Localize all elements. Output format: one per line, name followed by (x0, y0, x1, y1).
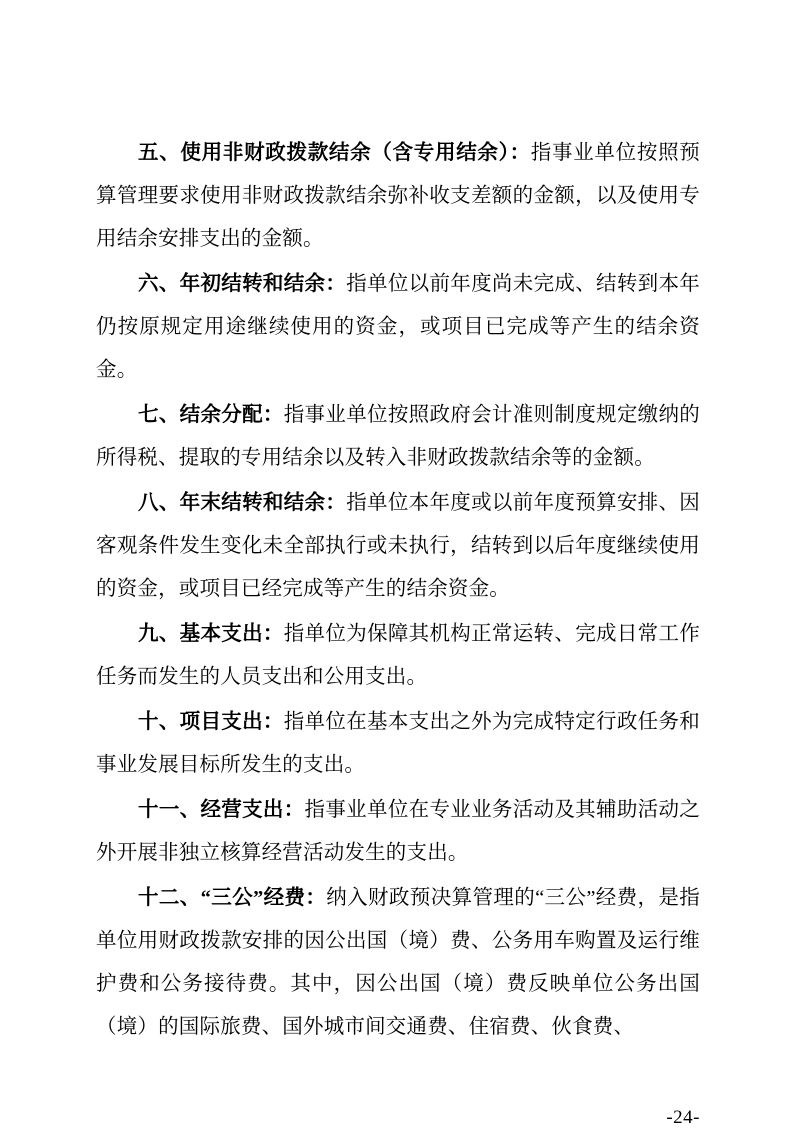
paragraph (96, 263, 700, 392)
paragraph-lead: 七、结余分配： (138, 404, 284, 426)
paragraph (96, 394, 700, 480)
paragraph-text: 指事业单位按照政府会计准则制度规定缴纳的所得税、提取的专用结余以及转入非财政拨款结余等的金额。 (96, 404, 700, 469)
paragraph-lead: 十二、“三公”经费： (138, 887, 327, 909)
paragraph-text: 指单位在基本支出之外为完成特定行政任务和事业发展目标所发生的支出。 (96, 711, 700, 776)
paragraph (96, 613, 700, 699)
paragraph (96, 701, 700, 787)
paragraph-text: 纳入财政预决算管理的“三公”经费，是指单位用财政拨款安排的因公出国（境）费、公务用车购置及运行维护费和公务接待费。其中，因公出国（境）费反映单位公务出国（境）的国际旅费、国外城市间交通费、住宿费、伙食费、 (96, 887, 701, 1038)
paragraph-lead: 五、使用非财政拨款结余（含专用结余）： (138, 142, 531, 164)
paragraph-text: 指单位以前年度尚未完成、结转到本年仍按原规定用途继续使用的资金，或项目已完成等产生的结余资金。 (96, 273, 701, 381)
paragraph-text: 指单位本年度或以前年度预算安排、因客观条件发生变化未全部执行或未执行，结转到以后年度继续使用的资金，或项目已经完成等产生的结余资金。 (96, 492, 701, 600)
paragraph-text: 指事业单位在专业业务活动及其辅助活动之外开展非独立核算经营活动发生的支出。 (96, 799, 700, 864)
paragraph (96, 132, 700, 261)
paragraph-lead: 十、项目支出： (138, 711, 284, 733)
paragraph (96, 789, 700, 875)
paragraph-text: 指事业单位按照预算管理要求使用非财政拨款结余弥补收支差额的金额，以及使用专用结余安排支出的金额。 (96, 142, 700, 250)
paragraph (96, 482, 700, 611)
paragraph-text: 指单位为保障其机构正常运转、完成日常工作任务而发生的人员支出和公用支出。 (96, 623, 700, 688)
page-number: -24- (666, 1107, 700, 1128)
paragraph-lead: 九、基本支出： (138, 623, 284, 645)
paragraph-lead: 六、年初结转和结余： (138, 273, 347, 295)
paragraph-lead: 十一、经营支出： (138, 799, 305, 821)
paragraph (96, 877, 700, 1049)
document-body (96, 132, 701, 1128)
paragraph-lead: 八、年末结转和结余： (138, 492, 347, 514)
